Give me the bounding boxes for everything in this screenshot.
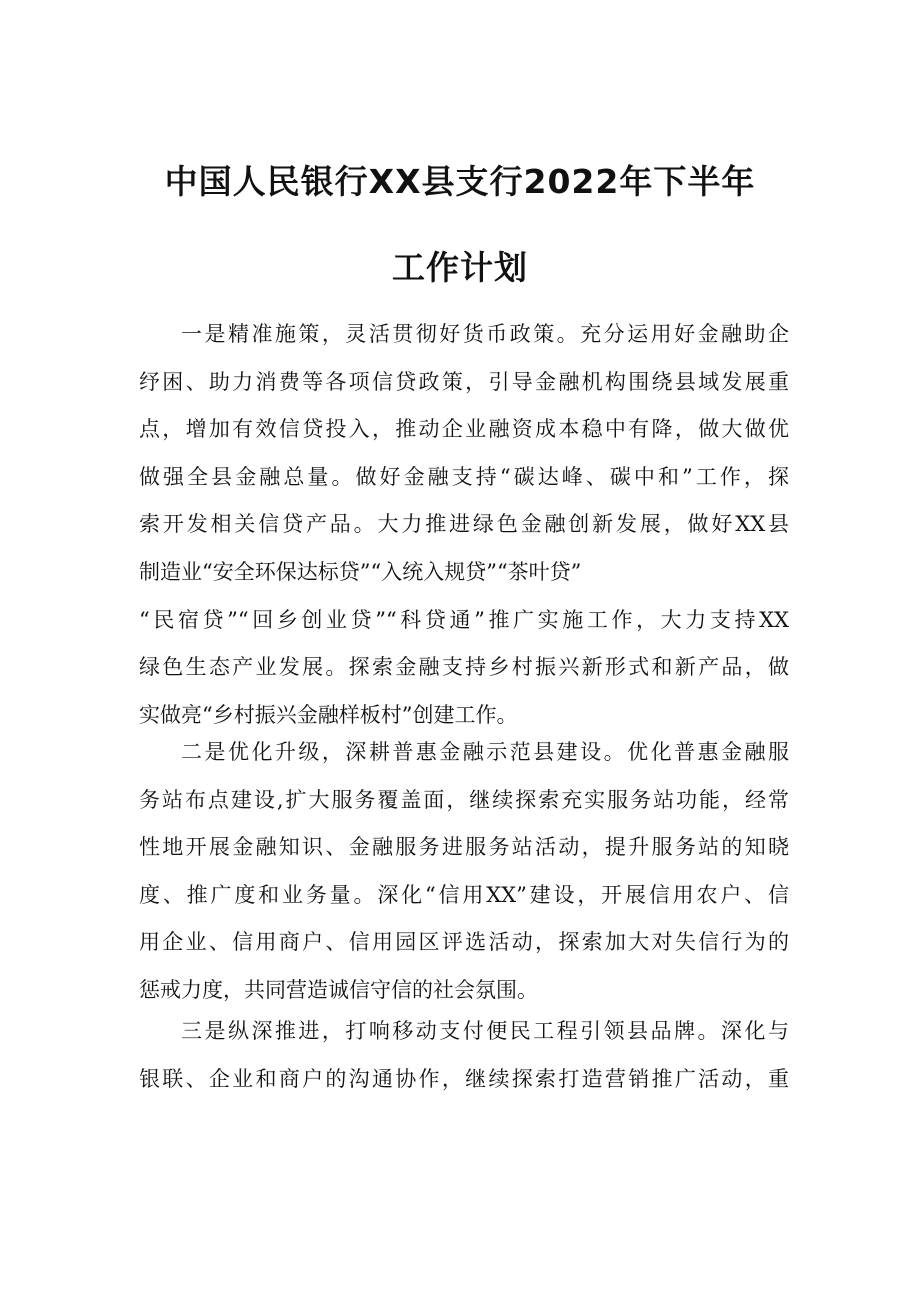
paragraph-line: 惩戒力度，共同营造诚信守信的社会氛围。 — [139, 977, 538, 1002]
paragraph-line: 二是优化升级，深耕普惠金融示范县建设。优化普惠金融服 — [181, 740, 789, 764]
paragraph-line: 度、推广度和业务量。深化“信用XX”建设，开展信用农户、信 — [139, 882, 789, 907]
paragraph-line: 索开发相关信贷产品。大力推进绿色金融创新发展，做好XX县 — [139, 512, 789, 537]
paragraph-line: 点，增加有效信贷投入，推动企业融资成本稳中有降，做大做优 — [139, 417, 789, 442]
paragraph-line: 实做亮“乡村振兴金融样板村”创建工作。 — [139, 702, 518, 727]
document-title-line-1: 中国人民银行XX县支行2022年下半年 — [164, 162, 756, 201]
paragraph-2 — [139, 729, 789, 1015]
paragraph-line: “民宿贷”“回乡创业贷”“科贷通”推广实施工作，大力支持XX — [139, 607, 789, 632]
paragraph-line: 制造业“安全环保达标贷”“入统入规贷”“茶叶贷” — [139, 559, 582, 584]
paragraph-3 — [139, 1008, 789, 1103]
paragraph-1 — [139, 311, 789, 739]
paragraph-line: 性地开展金融知识、金融服务进服务站活动，提升服务站的知晓 — [139, 835, 789, 860]
paragraph-line: 务站布点建设,扩大服务覆盖面，继续探索充实服务站功能，经常 — [139, 787, 789, 812]
paragraph-line: 一是精准施策，灵活贯彻好货币政策。充分运用好金融助企 — [181, 322, 789, 346]
paragraph-line: 银联、企业和商户的沟通协作，继续探索打造营销推广活动，重 — [139, 1066, 789, 1091]
document-title-line-2: 工作计划 — [392, 248, 528, 287]
paragraph-line: 用企业、信用商户、信用园区评选活动，探索加大对失信行为的 — [139, 930, 789, 955]
paragraph-line: 三是纵深推进，打响移动支付便民工程引领县品牌。深化与 — [181, 1019, 789, 1043]
paragraph-line: 做强全县金融总量。做好金融支持“碳达峰、碳中和”工作，探 — [139, 464, 789, 489]
paragraph-line: 绿色生态产业发展。探索金融支持乡村振兴新形式和新产品，做 — [139, 655, 789, 680]
paragraph-line: 纾困、助力消费等各项信贷政策，引导金融机构围绕县域发展重 — [139, 369, 789, 394]
